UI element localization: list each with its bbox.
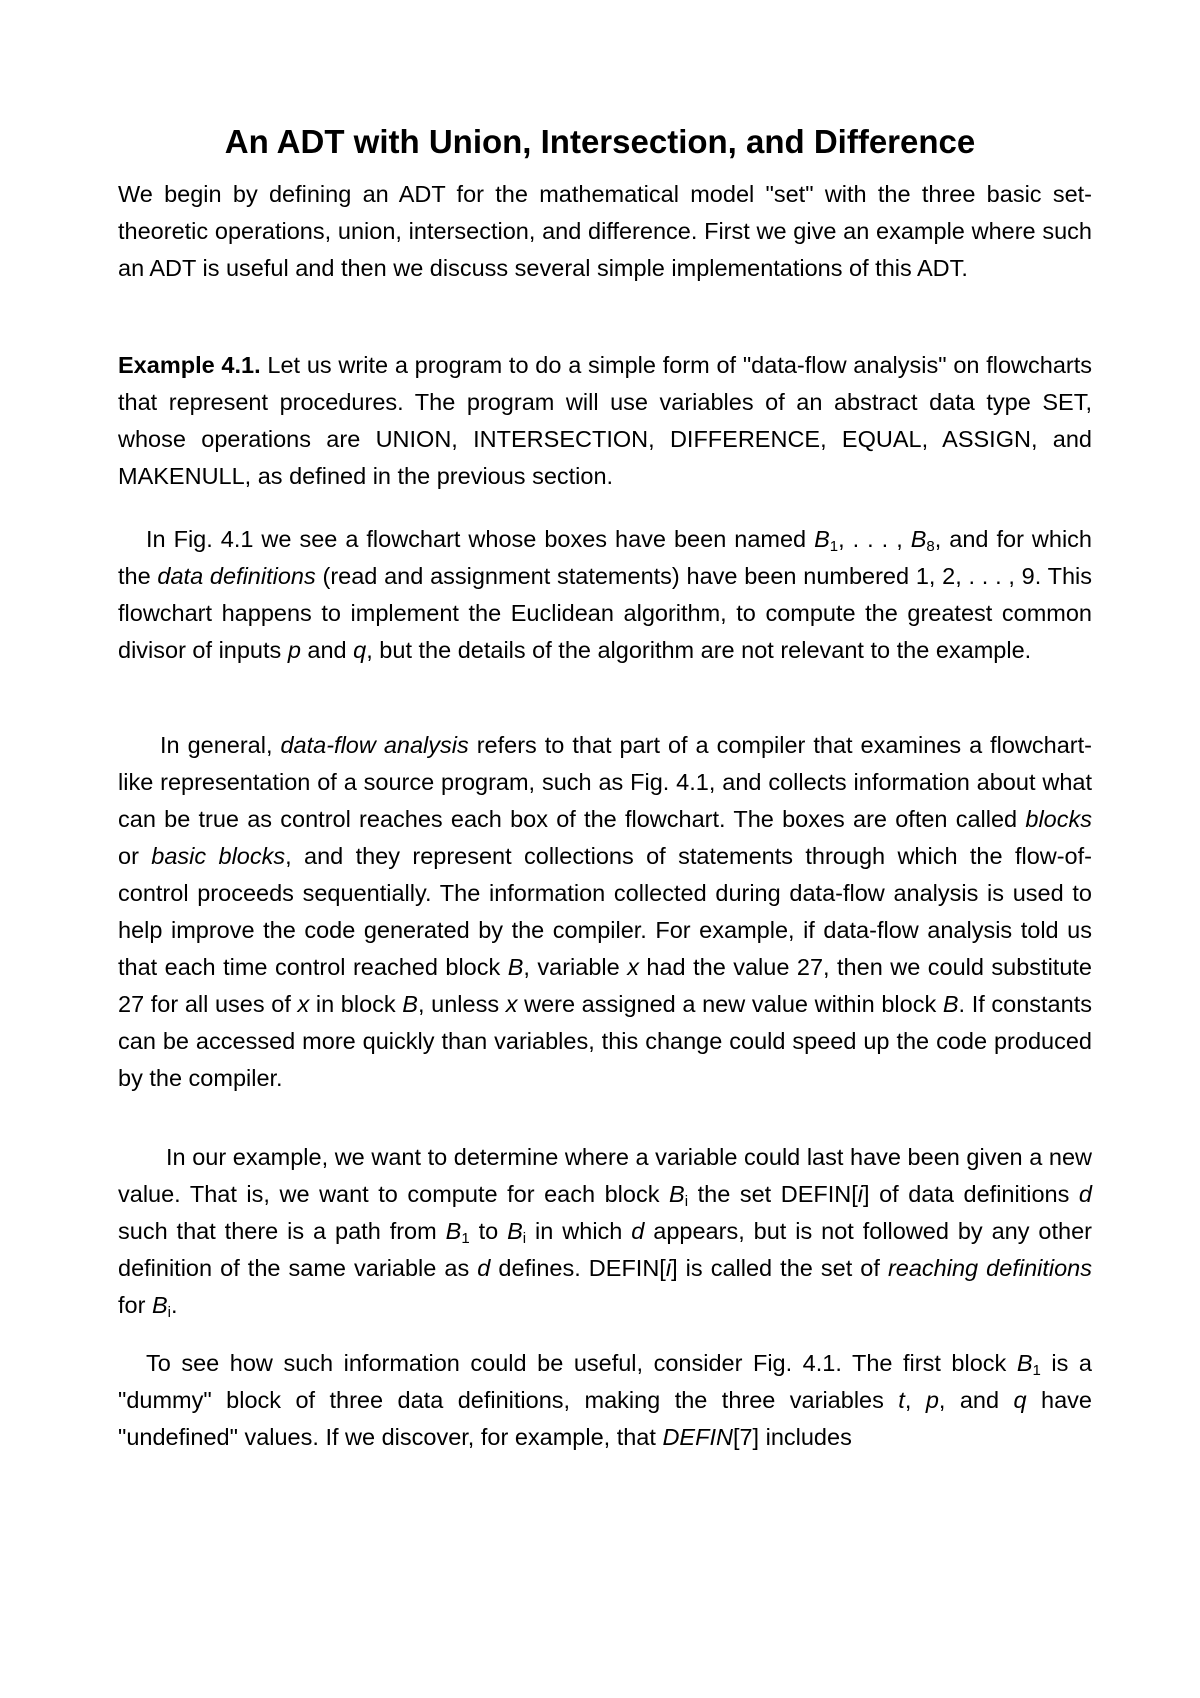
paragraph-example: Example 4.1. Let us write a program to do a simple form of "data-flow analysis" on flowcharts that represent procedures. The program will use variables of an abstract data type SET, whose operations are UNION, INTERSECTION, DIFFERENCE, EQUAL, ASSIGN, and MAKENULL, as defined in the previous section.: [118, 352, 1093, 489]
paragraph-usefulness: To see how such information could be useful, consider Fig. 4.1. The first block $B_1$ is a "dummy" block of three data definitions, making the three variables t, p, and q have "undefined" values. If we discover, for example, that DEFIN[7] includes: [118, 1350, 1092, 1450]
example-label: Example 4.1.: [118, 352, 261, 378]
paragraph-dataflow: In general, data-flow analysis refers to that part of a compiler that examines a flowchart-like representation of a source program, such as Fig. 4.1, and collects information about what can be true as control reaches each box of the flowchart. The boxes are often called blocks or basic blocks, and they represent collections of statements through which the flow-of-control proceeds sequentially. The information collected during data-flow analysis is used to help improve the code generated by the compiler. For example, if data-flow analysis told us that each time control reached block B, variable x had the value 27, then we could substitute 27 for all uses of x in block B, unless x were assigned a new value within block B. If constants can be accessed more quickly than variables, this change could speed up the code produced by the compiler.: [118, 732, 1092, 1091]
paragraph-intro: We begin by defining an ADT for the mathematical model "set" with the three basic set-theoretic operations, union, intersection, and difference. First we give an example where such an ADT is useful and then we discuss several simple implementations of this ADT.: [118, 181, 1092, 281]
paragraph-flowchart: In Fig. 4.1 we see a flowchart whose boxes have been named $B_1$, . . . , $B_8$, and for which the data definitions (read and assignment statements) have been numbered 1, 2, . . . , 9. This flowchart happens to implement the Euclidean algorithm, to compute the greatest common divisor of inputs p and q, but the details of the algorithm are not relevant to the example.: [118, 526, 1092, 663]
paragraph-defin: In our example, we want to determine where a variable could last have been given a new value. That is, we want to compute for each block $B_i$ the set DEFIN[i] of data definitions d such that there is a path from $B_1$ to $B_i$ in which d appears, but is not followed by any other definition of the same variable as d defines. DEFIN[i] is called the set of reaching definitions for $B_i$.: [118, 1144, 1092, 1321]
page-title: An ADT with Union, Intersection, and Difference: [224, 123, 976, 160]
